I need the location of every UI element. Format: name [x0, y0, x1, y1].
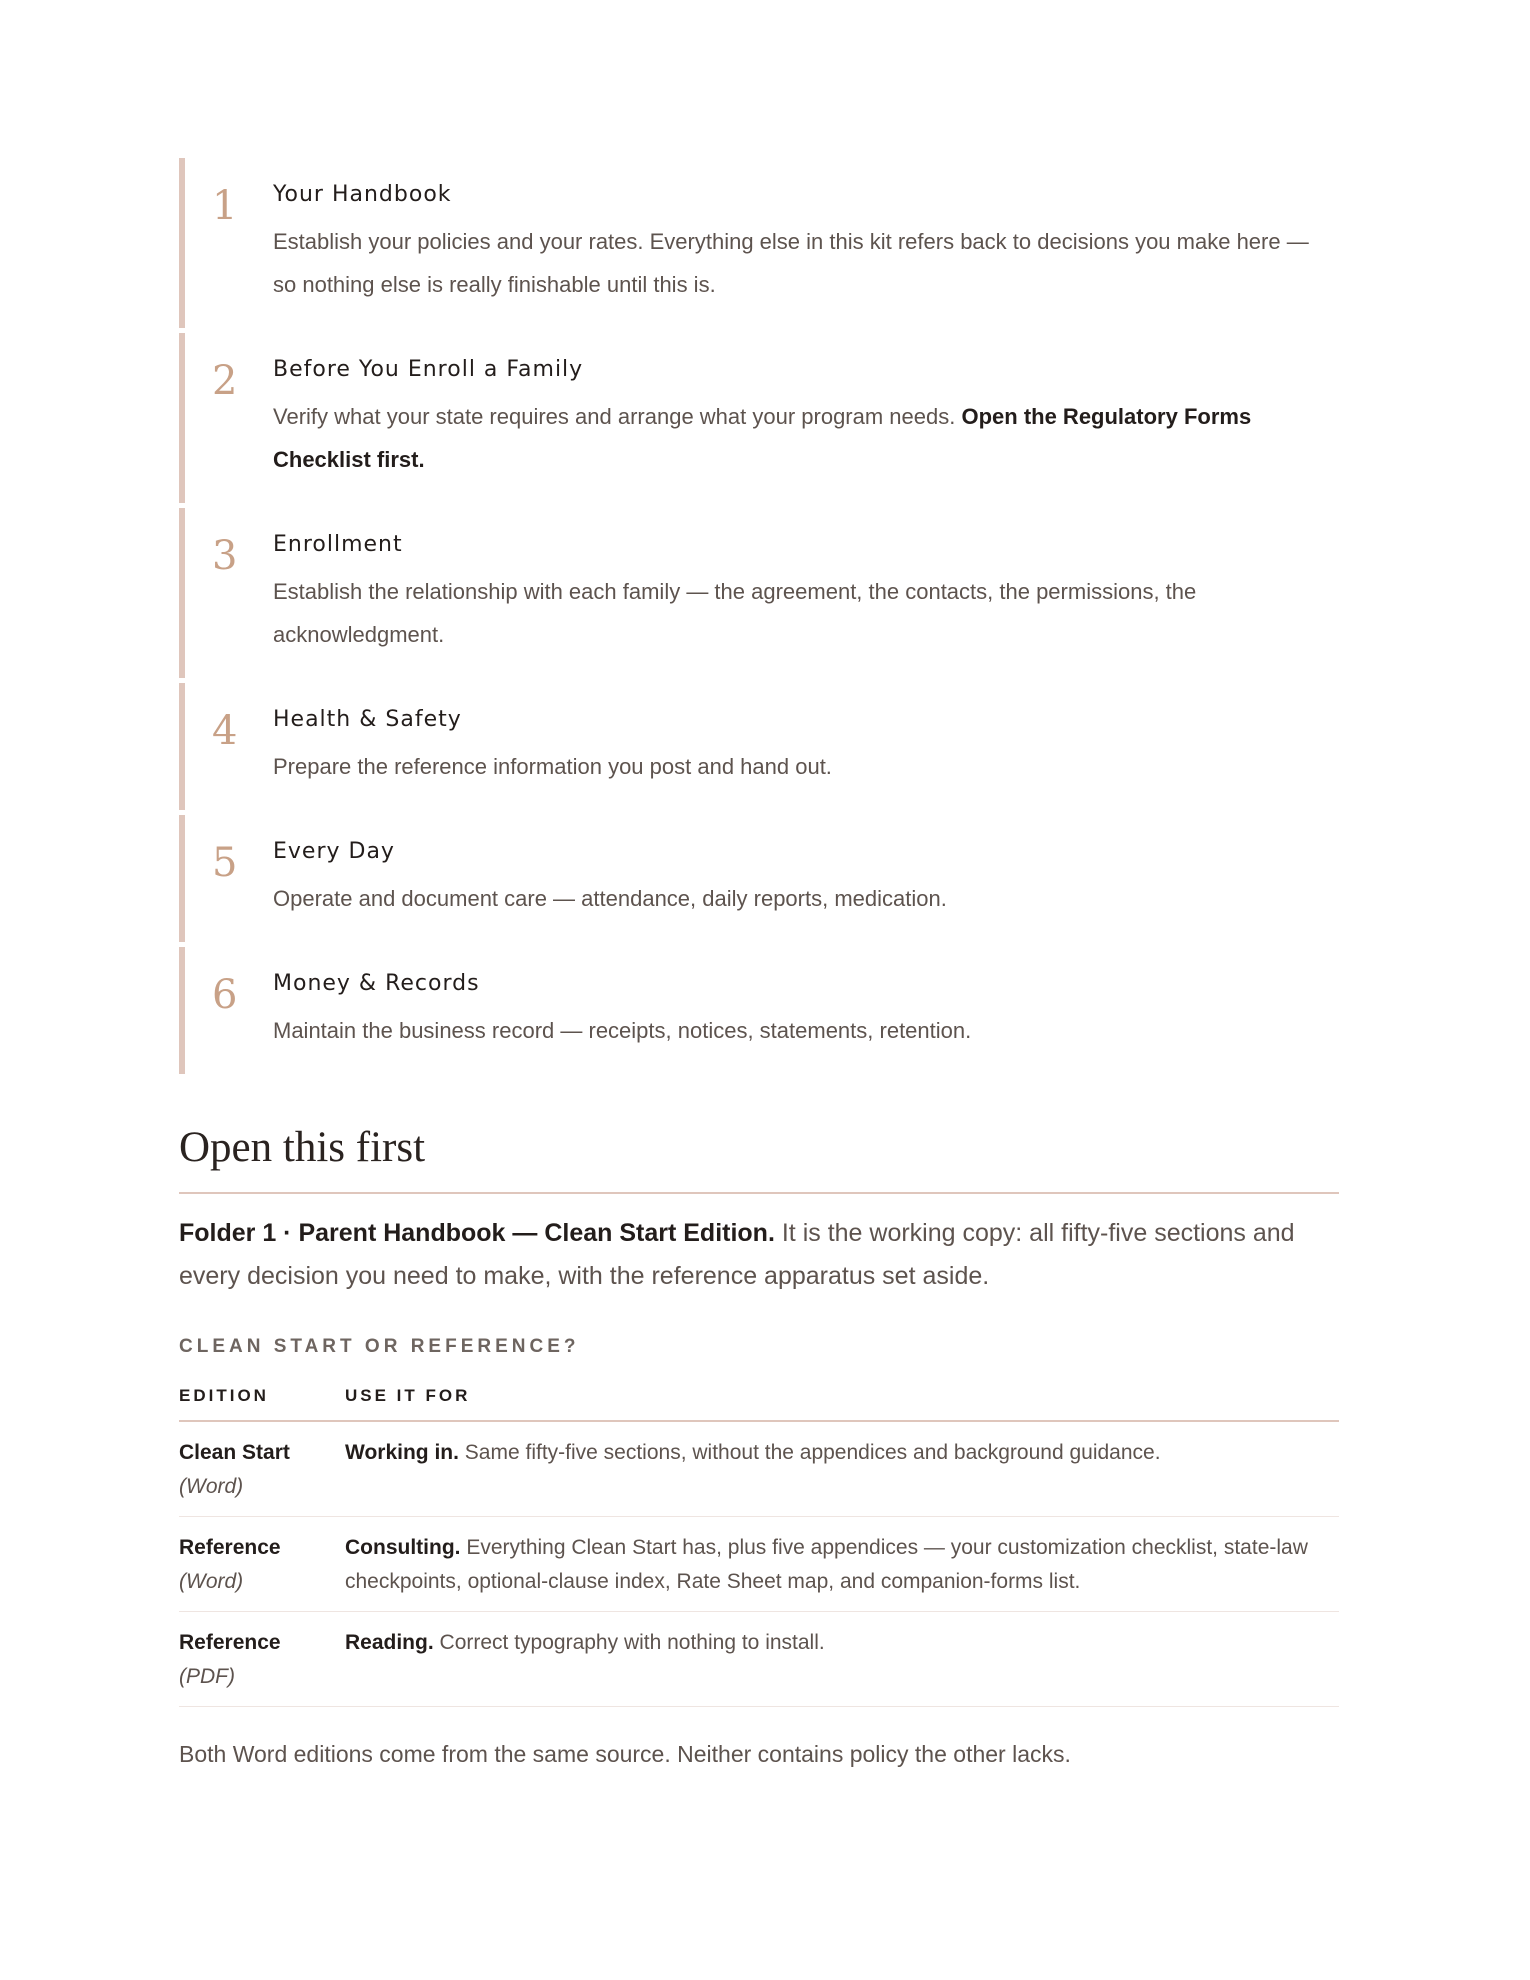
edition-format: (Word): [179, 1569, 244, 1593]
intro-text: It is the working copy: all fifty-five sections and every decision you need to make, with the reference apparatus set aside.: [179, 1218, 1295, 1290]
step-description: [273, 395, 1329, 481]
step-description-text: Maintain the business record — receipts, notices, statements, retention.: [273, 1018, 972, 1043]
use-lead: Consulting.: [345, 1535, 461, 1559]
intro-paragraph: [179, 1212, 1339, 1298]
step-title: Health & Safety: [273, 707, 462, 732]
table-caption: CLEAN START OR REFERENCE?: [179, 1335, 580, 1357]
step-body: [273, 705, 1339, 788]
use-lead: Reading.: [345, 1630, 434, 1654]
step-item: [179, 947, 1339, 1074]
table-header-row: [179, 1380, 1339, 1421]
section-title-open-this-first: Open this first: [179, 1122, 1339, 1194]
use-text: Same fifty-five sections, without the appendices and background guidance.: [458, 1440, 1161, 1464]
step-description-text: Prepare the reference information you post and hand out.: [273, 754, 832, 779]
step-number: 4: [212, 708, 238, 754]
step-description-text: Verify what your state requires and arrange what your program needs.: [273, 404, 962, 429]
step-item: [179, 158, 1339, 328]
step-description: [273, 570, 1329, 656]
step-number: 1: [212, 183, 238, 229]
use-text: Correct typography with nothing to install.: [433, 1630, 825, 1654]
step-description-text: Establish the relationship with each family — the agreement, the contacts, the permissions, the acknowledgment.: [273, 579, 1197, 647]
step-item: [179, 815, 1339, 942]
use-cell: [345, 1611, 1339, 1706]
edition-cell: [179, 1611, 345, 1706]
step-description: [273, 877, 1329, 920]
column-header-use: USE IT FOR: [345, 1380, 1339, 1421]
document-page: [179, 158, 1339, 1771]
footnote: Both Word editions come from the same source. Neither contains policy the other lacks.: [179, 1740, 1071, 1767]
steps-list: [179, 158, 1339, 1074]
use-lead: Working in.: [345, 1440, 459, 1464]
table-row: [179, 1516, 1339, 1611]
step-body: [273, 837, 1339, 920]
step-body: [273, 355, 1339, 481]
step-number: 6: [212, 972, 238, 1018]
use-cell: [345, 1421, 1339, 1517]
edition-name: Reference: [179, 1630, 281, 1654]
step-description-text: Establish your policies and your rates. Everything else in this kit refers back to decisions you make here — so nothing else is really finishable until this is.: [273, 229, 1309, 297]
edition-format: (Word): [179, 1474, 244, 1498]
edition-name: Reference: [179, 1535, 281, 1559]
step-description: [273, 745, 1329, 788]
editions-table: [179, 1380, 1339, 1707]
step-number: 2: [212, 358, 238, 404]
step-item: [179, 683, 1339, 810]
step-title: Enrollment: [273, 532, 403, 557]
use-cell: [345, 1516, 1339, 1611]
edition-cell: [179, 1516, 345, 1611]
intro-bold: Folder 1 · Parent Handbook — Clean Start Edition.: [179, 1218, 775, 1247]
step-body: [273, 969, 1339, 1052]
column-header-edition: EDITION: [179, 1380, 345, 1421]
table-row: [179, 1421, 1339, 1517]
step-description-text: Operate and document care — attendance, daily reports, medication.: [273, 886, 947, 911]
step-body: [273, 530, 1339, 656]
step-title: Before You Enroll a Family: [273, 357, 584, 382]
step-title: Money & Records: [273, 971, 480, 996]
edition-cell: [179, 1421, 345, 1517]
edition-name: Clean Start: [179, 1440, 290, 1464]
step-body: [273, 180, 1339, 306]
step-title: Every Day: [273, 839, 395, 864]
use-text: Everything Clean Start has, plus five appendices — your customization checklist, state-law checkpoints, optional-clause index, Rate Sheet map, and companion-forms list.: [345, 1535, 1308, 1593]
step-number: 5: [212, 840, 238, 886]
step-item: [179, 333, 1339, 503]
step-description: [273, 220, 1329, 306]
step-item: [179, 508, 1339, 678]
table-row: [179, 1611, 1339, 1706]
step-description: [273, 1009, 1329, 1052]
step-title: Your Handbook: [273, 182, 452, 207]
step-emphasis: Open the Regulatory Forms Checklist first.: [273, 404, 1252, 472]
edition-format: (PDF): [179, 1664, 235, 1688]
step-number: 3: [212, 533, 238, 579]
